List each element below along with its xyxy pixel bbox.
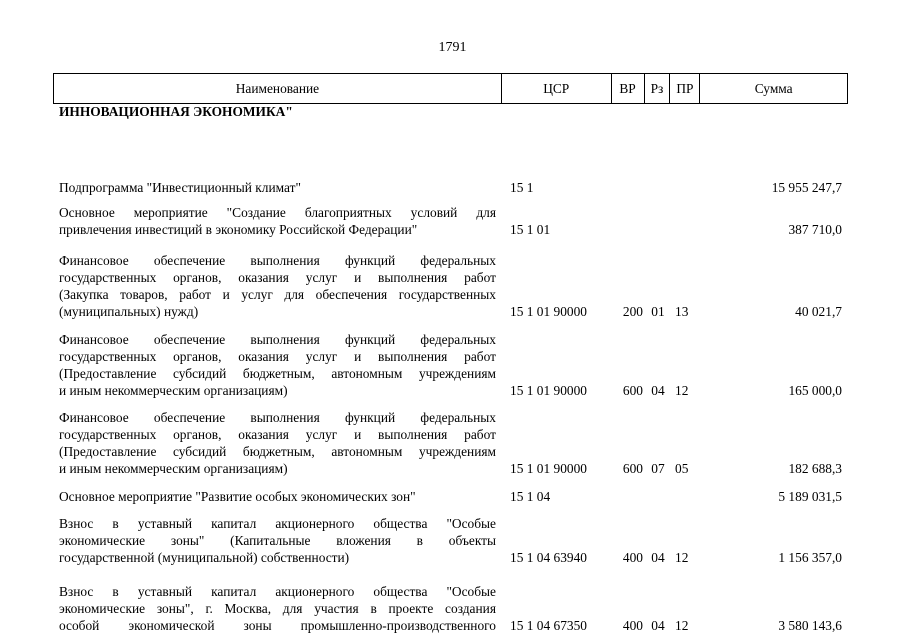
row-csr: 15 1 01 90000 bbox=[510, 383, 587, 398]
row-csr: 15 1 04 67350 bbox=[510, 618, 587, 633]
table-row bbox=[53, 331, 848, 399]
row-name-line: и иным некоммерческим организациям) bbox=[59, 383, 288, 398]
table-row bbox=[53, 515, 848, 566]
row-name bbox=[53, 204, 502, 238]
row-name bbox=[53, 515, 502, 566]
row-rz: 04 bbox=[651, 618, 665, 633]
row-name-line: Основное мероприятие "Создание благоприятных условий для bbox=[59, 205, 496, 220]
row-vr: 600 bbox=[622, 383, 643, 398]
table-body bbox=[53, 179, 848, 634]
header-pr: ПР bbox=[670, 74, 700, 103]
table-row bbox=[53, 252, 848, 320]
row-name-line: (Предоставление субсидий бюджетным, автономным учреждениям bbox=[59, 444, 496, 459]
row-name-line: (Предоставление субсидий бюджетным, автономным учреждениям bbox=[59, 366, 496, 381]
row-name-line: (Закупка товаров, работ и услуг для обеспечения государственных bbox=[59, 287, 496, 302]
page-number: 1791 bbox=[438, 40, 467, 55]
header-sum: Сумма bbox=[754, 80, 793, 96]
row-pr: 12 bbox=[675, 618, 689, 633]
row-name bbox=[53, 179, 502, 196]
table-header bbox=[53, 73, 848, 104]
row-csr: 15 1 04 63940 bbox=[510, 550, 587, 565]
row-rz: 01 bbox=[651, 304, 665, 319]
row-name-line: государственных органов, оказания услуг и выполнения работ bbox=[59, 349, 496, 364]
row-sum: 5 189 031,5 bbox=[778, 489, 842, 504]
row-csr: 15 1 04 bbox=[510, 489, 551, 504]
row-pr: 13 bbox=[675, 304, 689, 319]
table-row bbox=[53, 488, 848, 505]
row-sum: 165 000,0 bbox=[788, 383, 842, 398]
row-sum: 1 156 357,0 bbox=[778, 550, 842, 565]
row-name-line: Взнос в уставный капитал акционерного общества "Особые bbox=[59, 516, 496, 531]
budget-table bbox=[53, 73, 848, 634]
row-name bbox=[53, 409, 502, 477]
row-vr: 400 bbox=[622, 618, 643, 633]
row-vr: 200 bbox=[622, 304, 643, 319]
header-rz: Рз bbox=[645, 74, 671, 103]
row-vr: 400 bbox=[622, 550, 643, 565]
row-name-line: государственных органов, оказания услуг и выполнения работ bbox=[59, 427, 496, 442]
row-sum: 3 580 143,6 bbox=[778, 618, 842, 633]
row-vr: 600 bbox=[622, 461, 643, 476]
row-rz: 04 bbox=[651, 383, 665, 398]
row-name-line: Подпрограмма "Инвестиционный климат" bbox=[59, 180, 301, 195]
row-name-line: Взнос в уставный капитал акционерного общества "Особые bbox=[59, 584, 496, 599]
row-name-line: государственных органов, оказания услуг и выполнения работ bbox=[59, 270, 496, 285]
row-name bbox=[53, 331, 502, 399]
row-csr: 15 1 01 bbox=[510, 222, 551, 237]
row-name-line: Финансовое обеспечение выполнения функций федеральных bbox=[59, 410, 496, 425]
row-sum: 15 955 247,7 bbox=[771, 180, 842, 195]
row-sum: 40 021,7 bbox=[795, 304, 842, 319]
row-rz: 07 bbox=[651, 461, 665, 476]
table-row bbox=[53, 179, 848, 196]
row-name-line: привлечения инвестиций в экономику Российской Федерации" bbox=[59, 222, 418, 237]
row-csr: 15 1 01 90000 bbox=[510, 461, 587, 476]
table-row bbox=[53, 204, 848, 238]
row-name-line: Основное мероприятие "Развитие особых экономических зон" bbox=[59, 489, 416, 504]
section-continuation-title: ИННОВАЦИОННАЯ ЭКОНОМИКА" bbox=[59, 104, 293, 119]
header-name: Наименование bbox=[54, 74, 502, 103]
header-csr: ЦСР bbox=[502, 74, 612, 103]
row-name-line: (муниципальных) нужд) bbox=[59, 304, 199, 319]
row-pr: 12 bbox=[675, 550, 689, 565]
row-sum: 387 710,0 bbox=[788, 222, 842, 237]
row-name-line: особой экономической зоны промышленно-производственного bbox=[59, 618, 496, 633]
table-row bbox=[53, 409, 848, 477]
row-name bbox=[53, 583, 502, 634]
row-name-line: Финансовое обеспечение выполнения функций федеральных bbox=[59, 332, 496, 347]
row-pr: 05 bbox=[675, 461, 689, 476]
row-name bbox=[53, 252, 502, 320]
row-name bbox=[53, 488, 502, 505]
row-name-line: и иным некоммерческим организациям) bbox=[59, 461, 288, 476]
row-sum: 182 688,3 bbox=[788, 461, 842, 476]
row-pr: 12 bbox=[675, 383, 689, 398]
row-csr: 15 1 bbox=[510, 180, 534, 195]
row-name-line: государственной (муниципальной) собственности) bbox=[59, 550, 350, 565]
row-rz: 04 bbox=[651, 550, 665, 565]
row-name-line: экономические зоны", г. Москва, для участия в проекте создания bbox=[59, 601, 496, 616]
row-csr: 15 1 01 90000 bbox=[510, 304, 587, 319]
table-row bbox=[53, 583, 848, 634]
row-name-line: экономические зоны" (Капитальные вложения в объекты bbox=[59, 533, 496, 548]
header-vr: ВР bbox=[612, 74, 645, 103]
row-name-line: Финансовое обеспечение выполнения функций федеральных bbox=[59, 253, 496, 268]
